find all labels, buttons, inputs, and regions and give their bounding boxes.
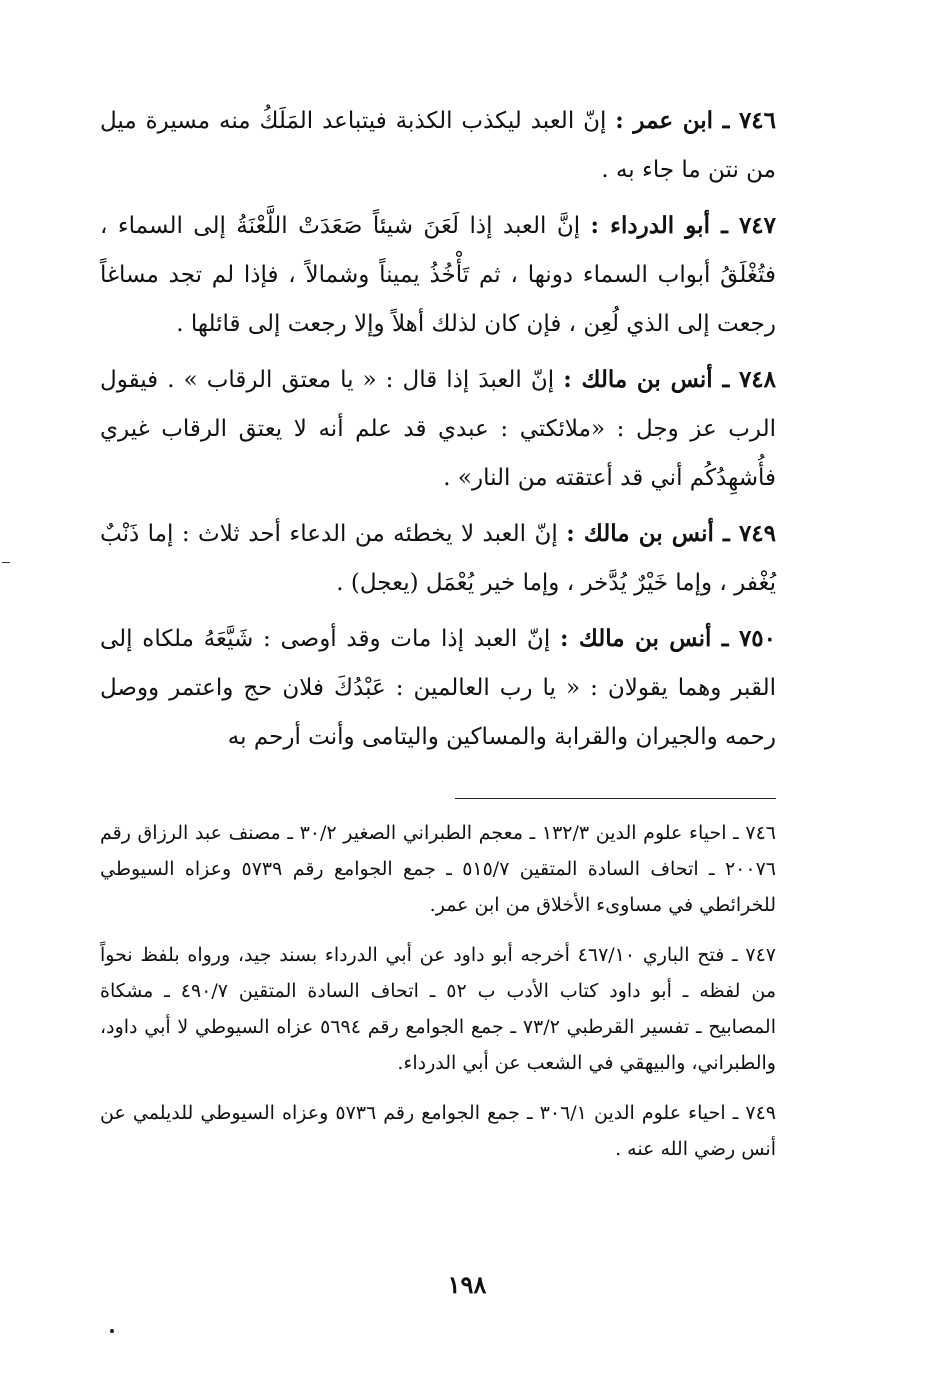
- scan-dot: [110, 1329, 114, 1333]
- entry-body: إنَّ العبد إذا لَعَنَ شيئاً صَعَدَتْ اللَّعْنَةُ إلى السماء ، فتُغْلَقُ أبواب السماء دونها ، ثم تَأْخُذُ يميناً وشمالاً ، فإذا لم تجد مساغاً رجعت إلى الذي لُعِن ، فإن كان لذلك أهلاً وإلا رجعت إلى قائلها .: [100, 213, 776, 337]
- entry-heading: ٧٥٠ ـ أنس بن مالك :: [559, 625, 777, 652]
- footnote-749: ٧٤٩ ـ احياء علوم الدين ٣٠٦/١ ـ جمع الجوامع رقم ٥٧٣٦ وعزاه السيوطي للديلمي عن أنس رضي الله عنه .: [100, 1102, 776, 1160]
- page-number: ١٩٨: [447, 1270, 487, 1299]
- footnote-separator: [455, 798, 776, 799]
- entry-746: [100, 96, 776, 195]
- entry-heading: ٧٤٨ ـ أنس بن مالك :: [563, 366, 776, 393]
- entry-748: [100, 355, 776, 503]
- footnote-747: ٧٤٧ ـ فتح الباري ٤٦٧/١٠ أخرجه أبو داود عن أبي الدرداء بسند جيد، ورواه بلفظ نحواً من لفظه ـ أبو داود كتاب الأدب ب ٥٢ ـ اتحاف السادة المتقين ٤٩٠/٧ ـ مشكاة المصابيح ـ تفسير القرطبي ٧٣/٢ ـ جمع الجوامع رقم ٥٦٩٤ عزاه السيوطي لا أبي داود، والطبراني، والبيهقي في الشعب عن أبي الدرداء.: [100, 944, 776, 1074]
- entry-body: إنّ العبد ليكذب الكذبة فيتباعد المَلَكُ منه مسيرة ميل من نتن ما جاء به .: [100, 108, 776, 183]
- entry-heading: ٧٤٦ ـ ابن عمر :: [615, 107, 776, 134]
- footnote-746: ٧٤٦ ـ احياء علوم الدين ١٣٢/٣ ـ معجم الطبراني الصغير ٣٠/٢ ـ مصنف عبد الرزاق رقم ٢٠٠٧٦ ـ اتحاف السادة المتقين ٥١٥/٧ ـ جمع الجوامع رقم ٥٧٣٩ وعزاه السيوطي للخرائطي في مساوىء الأخلاق من ابن عمر.: [100, 822, 777, 916]
- entry-heading: ٧٤٧ ـ أبو الدرداء :: [590, 212, 776, 239]
- entry-body: إنّ العبد لا يخطئه من الدعاء أحد ثلاث : إما ذَنْبٌ يُغْفر ، وإما خَيْرٌ يُدَّخر ، وإما خير يُعْمَل (يعجل) .: [100, 521, 776, 596]
- entry-747: [100, 201, 776, 349]
- entry-body: إنّ العبدَ إذا قال : « يا معتق الرقاب » . فيقول الرب عز وجل : «ملائكتي : عبدي قد علم أنه لا يعتق الرقاب غيري فأُشهِدُكُم أني قد أعتقته من النار» .: [100, 367, 776, 491]
- footnotes: [100, 815, 776, 1181]
- main-text: [100, 96, 776, 768]
- entry-750: [100, 614, 776, 762]
- margin-mark: [2, 562, 10, 563]
- entry-heading: ٧٤٩ ـ أنس بن مالك :: [566, 520, 776, 547]
- entry-749: [100, 509, 776, 608]
- entry-body: إنّ العبد إذا مات وقد أوصى : شَيَّعَهُ ملكاه إلى القبر وهما يقولان : « يا رب العالمين : عَبْدُكَ فلان حج واعتمر ووصل رحمه والجيران والقرابة والمساكين واليتامى وأنت أرحم به: [100, 626, 776, 750]
